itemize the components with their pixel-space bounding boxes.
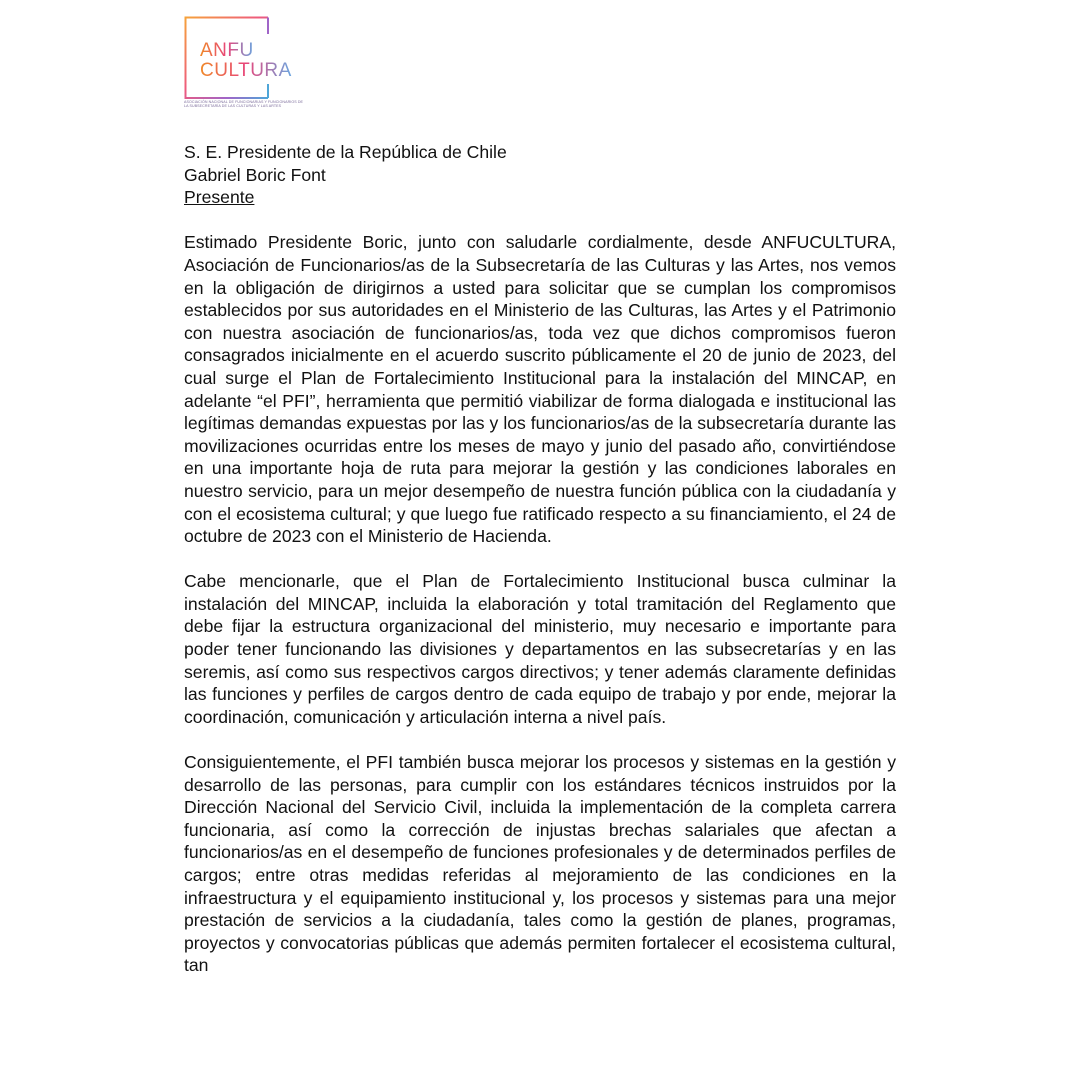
addressee-title: S. E. Presidente de la República de Chile <box>184 142 507 162</box>
svg-text:ANFU: ANFU <box>200 40 254 61</box>
svg-text:CULTURA: CULTURA <box>200 60 292 81</box>
addressee-block <box>184 141 896 209</box>
addressee-name: Gabriel Boric Font <box>184 164 326 185</box>
letter-body <box>184 141 896 977</box>
logo-tagline: ASOCIACIÓN NACIONAL DE FUNCIONARIAS Y FUNCIONARIOS DE LA SUBSECRETARÍA DE LAS CULTURAS Y LAS ARTES <box>184 100 304 109</box>
addressee-presente: Presente <box>184 187 255 208</box>
paragraph-1: Estimado Presidente Boric, junto con saludarle cordialmente, desde ANFUCULTURA, Asociación de Funcionarios/as de la Subsecretaría de las Culturas y las Artes, nos vemos en la obligación de dirigirnos a usted para solicitar que se cumplan los compromisos establecidos por sus autoridades en el Ministerio de las Culturas, las Artes y el Patrimonio con nuestra asociación de funcionarios/as, toda vez que dichos compromisos fueron consagrados inicialmente en el acuerdo suscrito públicamente el 20 de junio de 2023, del cual surge el Plan de Fortalecimiento Institucional para la instalación del MINCAP, en adelante “el PFI”, herramienta que permitió viabilizar de forma dialogada e institucional las legítimas demandas expuestas por las y los funcionarios/as de la subsecretaría durante las movilizaciones ocurridas entre los meses de mayo y junio del pasado año, convirtiéndose en una importante hoja de ruta para mejorar la gestión y las condiciones laborales en nuestro servicio, para un mejor desempeño de nuestra función pública con la ciudadanía y con el ecosistema cultural; y que luego fue ratificado respecto a su financiamiento, el 24 de octubre de 2023 con el Ministerio de Hacienda. <box>184 232 896 547</box>
paragraph-3: Consiguientemente, el PFI también busca mejorar los procesos y sistemas en la gestión y desarrollo de las personas, para cumplir con los estándares técnicos instruidos por la Dirección Nacional del Servicio Civil, incluida la implementación de la completa carrera funcionaria, así como la corrección de injustas brechas salariales que afectan a funcionarios/as en el desempeño de funciones profesionales y de determinados perfiles de cargos; entre otras medidas referidas al mejoramiento de las condiciones en la infraestructura y el equipamiento institucional y, los procesos y sistemas para una mejor prestación de servicios a la ciudadanía, tales como la gestión de planes, programas, proyectos y convocatorias públicas que además permiten fortalecer el ecosistema cultural, tan <box>184 752 896 976</box>
paragraph-2: Cabe mencionarle, que el Plan de Fortalecimiento Institucional busca culminar la instalación del MINCAP, incluida la elaboración y total tramitación del Reglamento que debe fijar la estructura organizacional del ministerio, muy necesario e importante para poder tener funcionando las divisiones y departamentos en las subsecretarías y en las seremis, así como sus respectivos cargos directivos; y tener además claramente definidas las funciones y perfiles de cargos dentro de cada equipo de trabajo y por ende, mejorar la coordinación, comunicación y articulación interna a nivel país. <box>184 571 896 727</box>
